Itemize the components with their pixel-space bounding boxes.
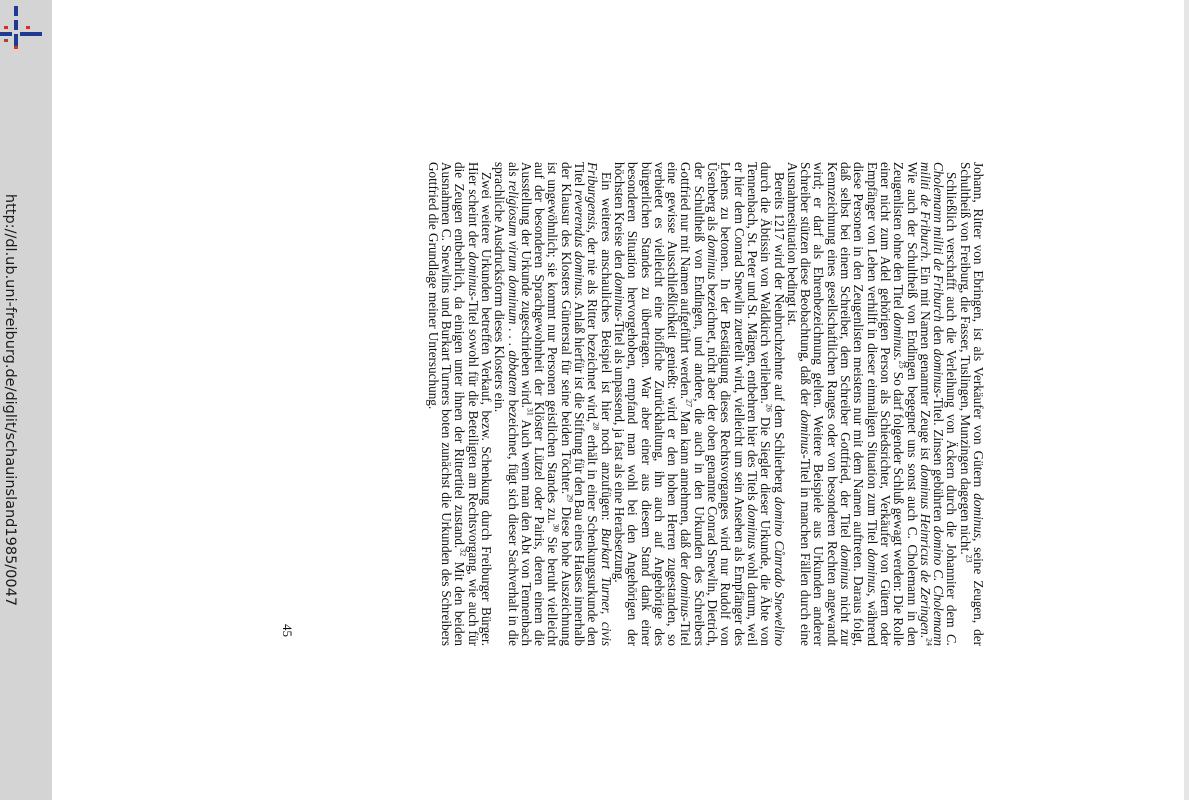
- document-url[interactable]: http://dl.ub.uni-freiburg.de/diglit/schauinsland1985/0047: [2, 193, 18, 607]
- page-body: [427, 162, 985, 646]
- paragraph: Johann, Ritter von Ebringen, ist als Verkäufer von Gütern dominus, seine Zeugen, der Schultheiß von Freiburg, die Fasser, Tuslingen, Munzingen dagegen nicht.$^{23}$: [957, 162, 986, 646]
- copyright-notice: [0, 0, 14, 800]
- paragraph: Zwei weitere Urkunden betreffen Verkauf, bezw. Schenkung durch Freiburger Bürger. Hier scheint der dominus-Titel sowohl für die Beteiligten am Rechtsvorgang, wie auch für die Zeugen entbehrlich, da einigen unter ihnen der Rittertitel zustand.$^{32}$ Mit den beiden Ausnahmen C. Snewlins und Burkart Turners boten zunächst die Urkunden des Schreibers Gottfried die Grundlage meiner Untersuchung.: [425, 162, 495, 646]
- scrollbar[interactable]: [1184, 0, 1189, 800]
- page-number: 45: [280, 624, 295, 637]
- paragraph: Ein weiteres anschauliches Beispiel ist hier noch anzufügen: Burkart Turner, civis Friburgensis, der nie als Ritter bezeichnet wird,$^{28}$ erhält in einer Schenkungsurkunde den Titel reverendus dominus. Anlaß hierfür ist die Stiftung für den Bau eines Hauses innerhalb der Klausur des Klosters Günterstal für seine beiden Töchter.$^{29}$ Diese hohe Auszeichnung ist ungewöhnlich; sie kommt nur Personen geistlichen Standes zu.$^{30}$ Sie beruht vielleicht auf der besonderen Sprachgewohnheit der Klöster Lützel oder Pairis, deren einem die Ausstellung der Urkunde zugeschrieben wird.$^{31}$ Auch wenn man den Abt von Tennenbach als religiosum virum dominum . . . abbatem bezeichnet, fügt sich dieser Sachverhalt in die sprachliche Ausdrucksform dieses Klosters ein.: [492, 162, 614, 647]
- paragraph: Bereits 1217 wird der Neubruchzehnte auf dem Schlierberg domino Cůnrado Snewelino durch die Äbtissin von Waldkirch verliehen.$^{26}$ Die Siegler dieser Urkunde, die Äbte von Tennenbach, St. Peter und St. Märgen, entbehren hier des Titels dominus wohl darum, weil er hier dem Conrad Snewlin zuerteilt wird, vielleicht um sein Ansehen als Empfänger des Lehens zu betonen. In der Bestätigung dieses Rechtsvorganges wird nur Rudolf von Üsenberg als dominus bezeichnet, nicht aber der oben genannte Conrad Snewlin, Dietrich, der Schultheiß von Endingen, und andere, die auch in den Urkunden des Schreibers Gottfried nur mit Namen aufgeführt werden.$^{27}$ Man kann annehmen, daß der dominus-Titel eine gewisse Ausschließlichkeit genießt: wird er den hohen Herren zugestanden, so verbietet es vielleicht eine höfliche Zurückhaltung, ihn auch auf Angehörige des bürgerlichen Standes zu übertragen. War aber einer aus diesem Stand dank einer besonderen Situation hervorgehoben, empfand man wohl bei den Angehörigen der höchsten Kreise den dominus-Titel als unpassend, ja fast als eine Herabsetzung.: [611, 162, 787, 646]
- paragraph: Schließlich verschafft auch die Verleihung von Äckern durch die Johanniter dem C. Cholemann militi de Friburch den dominus-Titel. Zinsen gebührten domino C. Cholemann militi de Friburch. Ein mit Namen genannter Zeuge ist dominus Heinricus de Zeringen.$^{24}$ Wie auch der Schultheiß von Endingen begegnet uns sonst auch C. Cholemann in den Zeugenlisten ohne den Titel dominus.$^{25}$ So darf folgender Schluß gewagt werden: Die Rolle einer nicht zum Adel gehörigen Person als Schiedsrichter, Verkäufer von Gütern oder Empfänger von Lehen verhilft in dieser einmaligen Situation zum Titel dominus, während diese Personen in den Zeugenlisten meistens nur mit dem Namen auftreten. Daraus folgt, daß selbst bei einem Schreiber, dem Schreiber Gottfried, der Titel dominus nicht zur Kennzeichnung eines gesellschaftlichen Ranges oder von besonderen Rechten angewandt wird; er darf als Ehrenbezeichnung gelten. Weitere Beispiele aus Urkunden anderer Schreiber stützen diese Beobachtung, daß der dominus-Titel in manchen Fällen durch eine Ausnahmesituation bedingt ist.: [784, 162, 960, 647]
- document-page: [273, 162, 985, 646]
- viewer-sidebar: [0, 0, 52, 800]
